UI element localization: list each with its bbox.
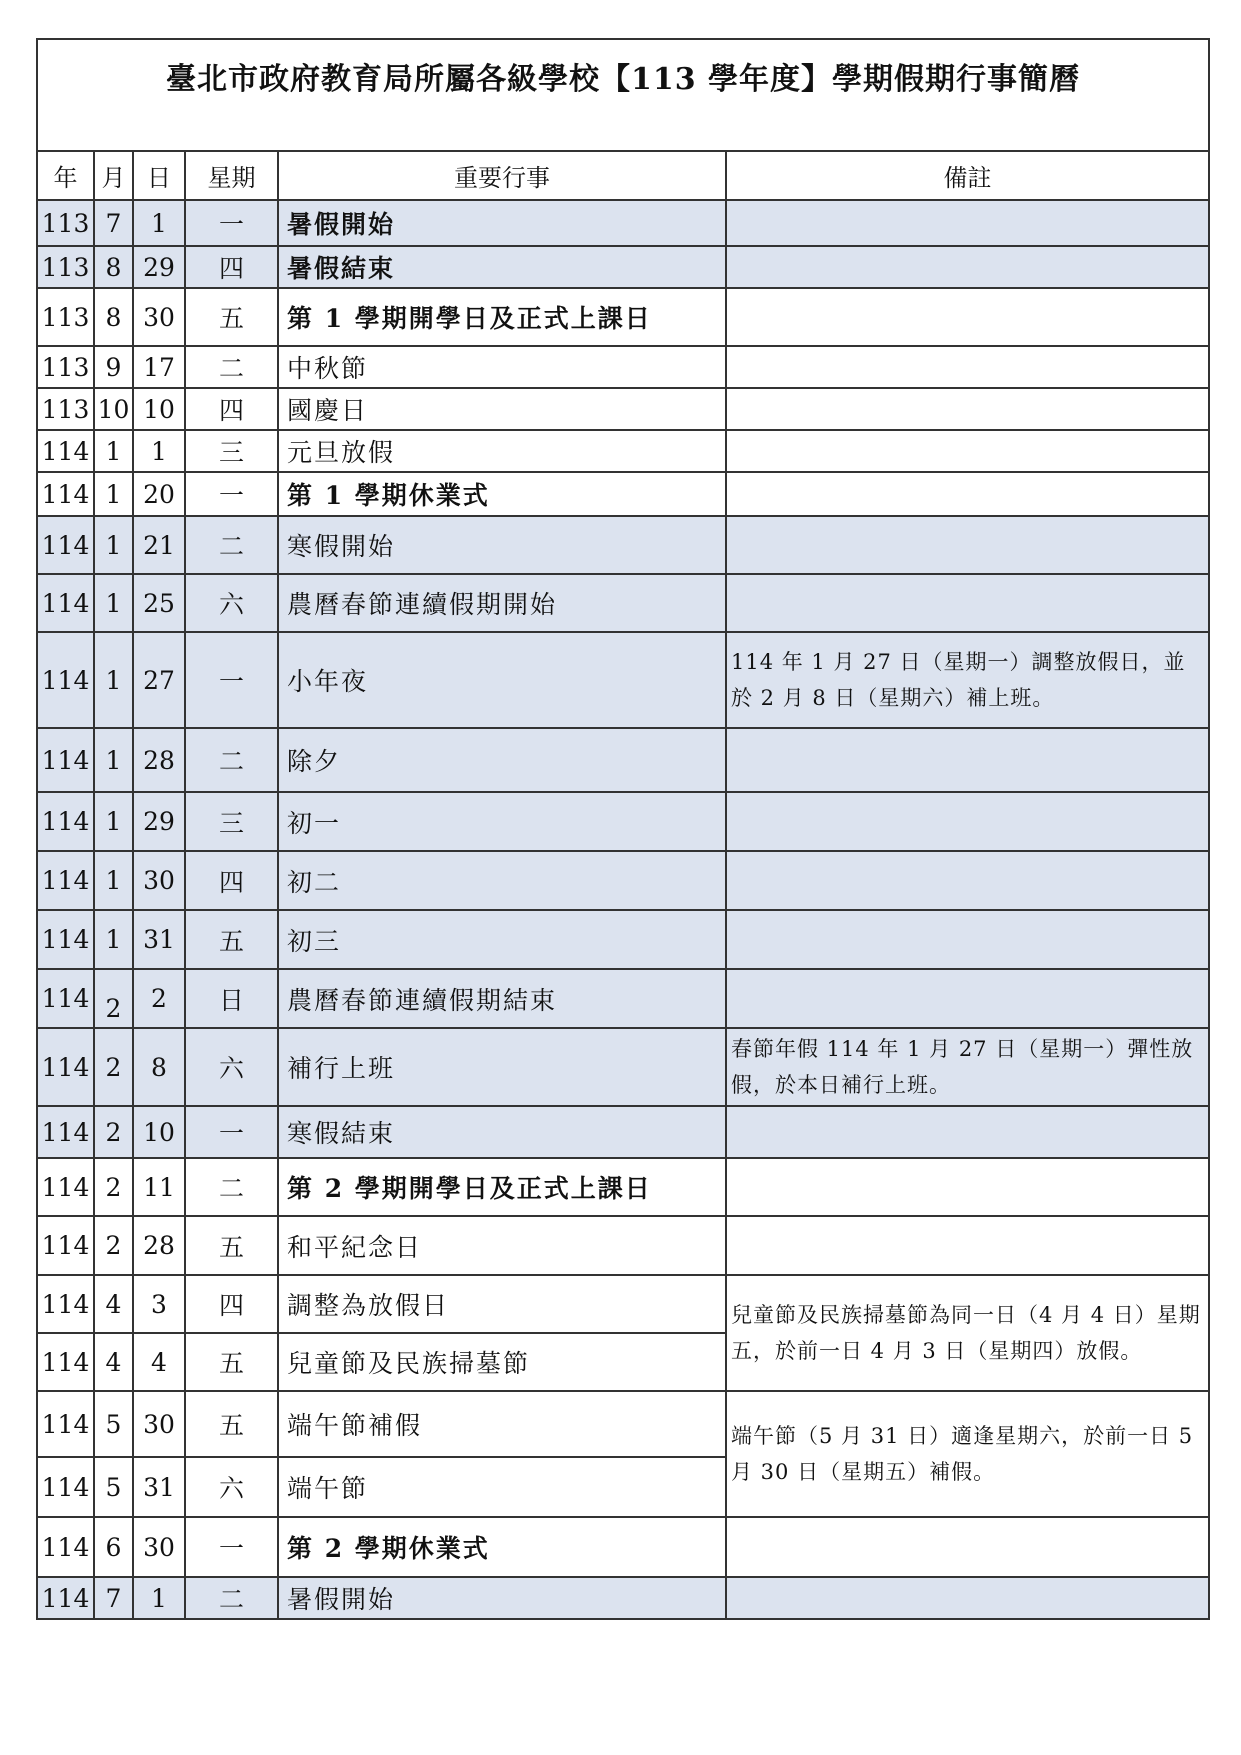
cell-month: 5 — [94, 1391, 133, 1457]
cell-note — [726, 1158, 1209, 1216]
cell-event: 端午節 — [278, 1457, 726, 1517]
cell-weekday: 二 — [185, 1158, 278, 1216]
cell-weekday: 一 — [185, 1517, 278, 1577]
cell-weekday: 六 — [185, 1457, 278, 1517]
cell-weekday: 一 — [185, 1106, 278, 1158]
cell-month: 1 — [94, 792, 133, 851]
cell-weekday: 五 — [185, 1333, 278, 1391]
cell-month: 2 — [94, 1106, 133, 1158]
cell-year: 114 — [37, 1158, 94, 1216]
cell-year: 114 — [37, 1106, 94, 1158]
cell-event: 和平紀念日 — [278, 1216, 726, 1275]
cell-day: 2 — [133, 969, 185, 1028]
cell-note — [726, 851, 1209, 910]
table-row — [37, 246, 1209, 288]
cell-month: 4 — [94, 1275, 133, 1333]
cell-month: 8 — [94, 288, 133, 346]
cell-month: 10 — [94, 388, 133, 430]
cell-day: 3 — [133, 1275, 185, 1333]
table-row — [37, 574, 1209, 632]
cell-note — [726, 1517, 1209, 1577]
cell-year: 114 — [37, 1391, 94, 1457]
cell-note — [726, 388, 1209, 430]
table-row — [37, 430, 1209, 472]
cell-year: 114 — [37, 1457, 94, 1517]
cell-day: 25 — [133, 574, 185, 632]
cell-weekday: 五 — [185, 910, 278, 969]
cell-day: 8 — [133, 1028, 185, 1106]
cell-note — [726, 792, 1209, 851]
cell-event: 農曆春節連續假期結束 — [278, 969, 726, 1028]
table-row — [37, 200, 1209, 246]
cell-note — [726, 516, 1209, 574]
table-row — [37, 728, 1209, 792]
cell-day: 29 — [133, 792, 185, 851]
cell-year: 114 — [37, 1517, 94, 1577]
cell-note — [726, 472, 1209, 516]
table-row — [37, 1275, 1209, 1333]
cell-day: 28 — [133, 1216, 185, 1275]
cell-weekday: 六 — [185, 574, 278, 632]
cell-event: 暑假結束 — [278, 246, 726, 288]
cell-day: 10 — [133, 1106, 185, 1158]
cell-event: 第 2 學期開學日及正式上課日 — [278, 1158, 726, 1216]
cell-note — [726, 430, 1209, 472]
cell-month: 9 — [94, 346, 133, 388]
cell-event: 寒假結束 — [278, 1106, 726, 1158]
cell-year: 114 — [37, 472, 94, 516]
cell-month: 5 — [94, 1457, 133, 1517]
cell-year: 114 — [37, 632, 94, 728]
calendar-table — [36, 38, 1210, 1620]
cell-year: 113 — [37, 246, 94, 288]
cell-day: 1 — [133, 200, 185, 246]
cell-day: 1 — [133, 430, 185, 472]
cell-year: 114 — [37, 1577, 94, 1619]
table-row — [37, 1106, 1209, 1158]
cell-event: 端午節補假 — [278, 1391, 726, 1457]
cell-weekday: 五 — [185, 1216, 278, 1275]
cell-weekday: 六 — [185, 1028, 278, 1106]
cell-month: 1 — [94, 516, 133, 574]
cell-event: 除夕 — [278, 728, 726, 792]
cell-day: 30 — [133, 1517, 185, 1577]
cell-event: 初三 — [278, 910, 726, 969]
cell-weekday: 二 — [185, 728, 278, 792]
cell-day: 30 — [133, 851, 185, 910]
cell-note — [726, 346, 1209, 388]
cell-weekday: 二 — [185, 516, 278, 574]
cell-year: 114 — [37, 574, 94, 632]
cell-year: 113 — [37, 346, 94, 388]
cell-event: 暑假開始 — [278, 1577, 726, 1619]
table-row — [37, 288, 1209, 346]
table-row — [37, 1577, 1209, 1619]
cell-weekday: 二 — [185, 1577, 278, 1619]
cell-note — [726, 969, 1209, 1028]
cell-weekday: 日 — [185, 969, 278, 1028]
cell-day: 11 — [133, 1158, 185, 1216]
cell-month: 1 — [94, 632, 133, 728]
cell-weekday: 一 — [185, 632, 278, 728]
cell-day: 4 — [133, 1333, 185, 1391]
cell-day: 20 — [133, 472, 185, 516]
cell-note: 114 年 1 月 27 日（星期一）調整放假日，並於 2 月 8 日（星期六）補上班。 — [726, 632, 1209, 728]
cell-event: 暑假開始 — [278, 200, 726, 246]
table-row — [37, 1028, 1209, 1106]
cell-month: 1 — [94, 728, 133, 792]
cell-day: 28 — [133, 728, 185, 792]
cell-day: 17 — [133, 346, 185, 388]
table-row — [37, 1158, 1209, 1216]
table-row — [37, 1216, 1209, 1275]
cell-day: 27 — [133, 632, 185, 728]
cell-year: 114 — [37, 1216, 94, 1275]
cell-day: 1 — [133, 1577, 185, 1619]
cell-note — [726, 910, 1209, 969]
header-month: 月 — [94, 151, 133, 200]
cell-weekday: 三 — [185, 792, 278, 851]
table-row — [37, 1391, 1209, 1457]
cell-month: 1 — [94, 851, 133, 910]
cell-day: 31 — [133, 910, 185, 969]
cell-month: 7 — [94, 1577, 133, 1619]
cell-weekday: 五 — [185, 288, 278, 346]
cell-note: 端午節（5 月 31 日）適逢星期六，於前一日 5 月 30 日（星期五）補假。 — [726, 1391, 1209, 1517]
table-row — [37, 851, 1209, 910]
table-row — [37, 792, 1209, 851]
cell-month: 1 — [94, 574, 133, 632]
cell-month: 1 — [94, 430, 133, 472]
calendar-document — [36, 38, 1208, 1620]
cell-month: 2 — [94, 1028, 133, 1106]
cell-note — [726, 728, 1209, 792]
table-row — [37, 472, 1209, 516]
table-row — [37, 969, 1209, 1028]
cell-event: 寒假開始 — [278, 516, 726, 574]
cell-year: 113 — [37, 388, 94, 430]
cell-weekday: 三 — [185, 430, 278, 472]
cell-year: 114 — [37, 969, 94, 1028]
cell-day: 29 — [133, 246, 185, 288]
cell-weekday: 四 — [185, 388, 278, 430]
cell-note — [726, 288, 1209, 346]
cell-event: 第 1 學期休業式 — [278, 472, 726, 516]
cell-year: 114 — [37, 516, 94, 574]
cell-note — [726, 200, 1209, 246]
header-year: 年 — [37, 151, 94, 200]
cell-month: 1 — [94, 910, 133, 969]
cell-weekday: 四 — [185, 851, 278, 910]
cell-year: 114 — [37, 1028, 94, 1106]
cell-month: 6 — [94, 1517, 133, 1577]
cell-day: 30 — [133, 1391, 185, 1457]
table-row — [37, 1517, 1209, 1577]
cell-day: 10 — [133, 388, 185, 430]
cell-event: 農曆春節連續假期開始 — [278, 574, 726, 632]
cell-year: 114 — [37, 910, 94, 969]
cell-month: 1 — [94, 472, 133, 516]
document-title: 臺北市政府教育局所屬各級學校【113 學年度】學期假期行事簡曆 — [37, 39, 1209, 151]
cell-month: 2 — [94, 969, 133, 1028]
table-row — [37, 632, 1209, 728]
cell-note: 春節年假 114 年 1 月 27 日（星期一）彈性放假，於本日補行上班。 — [726, 1028, 1209, 1106]
cell-month: 7 — [94, 200, 133, 246]
cell-note — [726, 1216, 1209, 1275]
header-row — [37, 151, 1209, 200]
cell-year: 114 — [37, 1333, 94, 1391]
cell-weekday: 一 — [185, 200, 278, 246]
header-day: 日 — [133, 151, 185, 200]
cell-event: 第 1 學期開學日及正式上課日 — [278, 288, 726, 346]
header-weekday: 星期 — [185, 151, 278, 200]
header-event: 重要行事 — [278, 151, 726, 200]
cell-year: 114 — [37, 792, 94, 851]
cell-year: 114 — [37, 851, 94, 910]
table-row — [37, 346, 1209, 388]
table-row — [37, 910, 1209, 969]
cell-weekday: 二 — [185, 346, 278, 388]
cell-event: 中秋節 — [278, 346, 726, 388]
cell-month: 8 — [94, 246, 133, 288]
cell-month: 4 — [94, 1333, 133, 1391]
cell-day: 31 — [133, 1457, 185, 1517]
cell-year: 114 — [37, 728, 94, 792]
table-row — [37, 388, 1209, 430]
cell-event: 兒童節及民族掃墓節 — [278, 1333, 726, 1391]
cell-event: 初一 — [278, 792, 726, 851]
cell-event: 元旦放假 — [278, 430, 726, 472]
cell-weekday: 一 — [185, 472, 278, 516]
cell-day: 21 — [133, 516, 185, 574]
cell-event: 小年夜 — [278, 632, 726, 728]
cell-event: 補行上班 — [278, 1028, 726, 1106]
cell-note — [726, 1577, 1209, 1619]
cell-month: 2 — [94, 1158, 133, 1216]
cell-year: 114 — [37, 430, 94, 472]
cell-note — [726, 246, 1209, 288]
cell-year: 113 — [37, 200, 94, 246]
cell-weekday: 四 — [185, 246, 278, 288]
cell-year: 113 — [37, 288, 94, 346]
cell-note — [726, 574, 1209, 632]
cell-month: 2 — [94, 1216, 133, 1275]
cell-day: 30 — [133, 288, 185, 346]
cell-event: 調整為放假日 — [278, 1275, 726, 1333]
cell-weekday: 五 — [185, 1391, 278, 1457]
cell-note — [726, 1106, 1209, 1158]
cell-event: 初二 — [278, 851, 726, 910]
cell-event: 第 2 學期休業式 — [278, 1517, 726, 1577]
cell-event: 國慶日 — [278, 388, 726, 430]
cell-note: 兒童節及民族掃墓節為同一日（4 月 4 日）星期五，於前一日 4 月 3 日（星期四）放假。 — [726, 1275, 1209, 1391]
cell-weekday: 四 — [185, 1275, 278, 1333]
cell-year: 114 — [37, 1275, 94, 1333]
header-note: 備註 — [726, 151, 1209, 200]
table-row — [37, 516, 1209, 574]
